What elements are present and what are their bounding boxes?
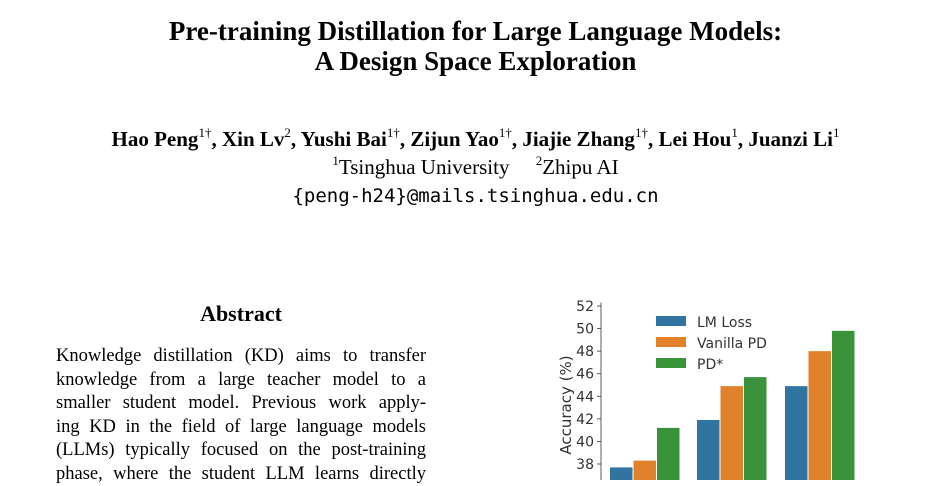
legend-label: PD* xyxy=(697,357,723,373)
abstract-line: smaller student model. Previous work apply- xyxy=(56,392,426,416)
y-axis xyxy=(576,299,601,480)
bar-lm-loss xyxy=(610,467,633,480)
y-tick-label: 44 xyxy=(576,389,594,405)
y-tick-label: 38 xyxy=(576,457,594,473)
legend xyxy=(656,315,767,373)
author: Xin Lv$^2$ xyxy=(222,127,291,151)
bar-pd xyxy=(657,428,680,480)
bar-vanilla-pd xyxy=(809,351,832,480)
y-tick-label: 52 xyxy=(576,299,594,315)
author: Jiajie Zhang$^{1\dagger}$ xyxy=(522,127,648,151)
y-tick-label: 46 xyxy=(576,367,594,383)
author: Juanzi Li$^1$ xyxy=(748,127,839,151)
bar-vanilla-pd xyxy=(634,461,657,480)
bar-lm-loss xyxy=(697,420,720,480)
affiliations xyxy=(0,155,951,180)
title-line-1: Pre-training Distillation for Large Language Models: xyxy=(0,16,951,46)
title-line-2: A Design Space Exploration xyxy=(0,46,951,76)
author: Zijun Yao$^{1\dagger}$ xyxy=(410,127,512,151)
bar-vanilla-pd xyxy=(721,386,744,480)
abstract-line: knowledge from a large teacher model to a xyxy=(56,369,426,393)
affiliation: $^1$Tsinghua University xyxy=(332,155,509,179)
abstract-body xyxy=(56,345,426,486)
bar-pd xyxy=(744,377,767,480)
legend-swatch xyxy=(656,337,686,347)
author-list: Hao Peng$^{1\dagger}$, Xin Lv$^2$, Yushi Bai$^{1\dagger}$, Zijun Yao$^{1\dagger}$, Jiajie Zhang$^{1\dagger}$, Lei Hou$^1$, Juanzi Li$^1$ xyxy=(0,127,951,152)
y-tick-label: 42 xyxy=(576,412,594,428)
author: Yushi Bai$^{1\dagger}$ xyxy=(301,127,400,151)
author: Lei Hou$^1$ xyxy=(658,127,737,151)
legend-label: Vanilla PD xyxy=(697,336,767,352)
contact-email: {peng-h24}@mails.tsinghua.edu.cn xyxy=(0,185,951,207)
abstract-line: phase, where the student LLM learns directly xyxy=(56,463,426,486)
y-tick-label: 48 xyxy=(576,344,594,360)
y-tick-label: 50 xyxy=(576,322,594,338)
abstract-line: Knowledge distillation (KD) aims to transfer xyxy=(56,345,426,369)
bars xyxy=(610,331,855,480)
bar-pd xyxy=(832,331,855,480)
affiliation: $^2$Zhipu AI xyxy=(536,155,619,179)
abstract-line: (LLMs) typically focused on the post-training xyxy=(56,439,426,463)
paper-title xyxy=(0,16,951,76)
abstract-line: ing KD in the field of large language models xyxy=(56,416,426,440)
legend-swatch xyxy=(656,316,686,326)
y-tick-label: 40 xyxy=(576,434,594,450)
abstract-heading: Abstract xyxy=(56,301,426,327)
legend-label: LM Loss xyxy=(697,315,752,331)
bar-lm-loss xyxy=(785,386,808,480)
accuracy-bar-chart xyxy=(540,290,880,480)
legend-swatch xyxy=(656,358,686,368)
y-axis-label: Accuracy (%) xyxy=(557,355,575,454)
author: Hao Peng$^{1\dagger}$ xyxy=(112,127,212,151)
